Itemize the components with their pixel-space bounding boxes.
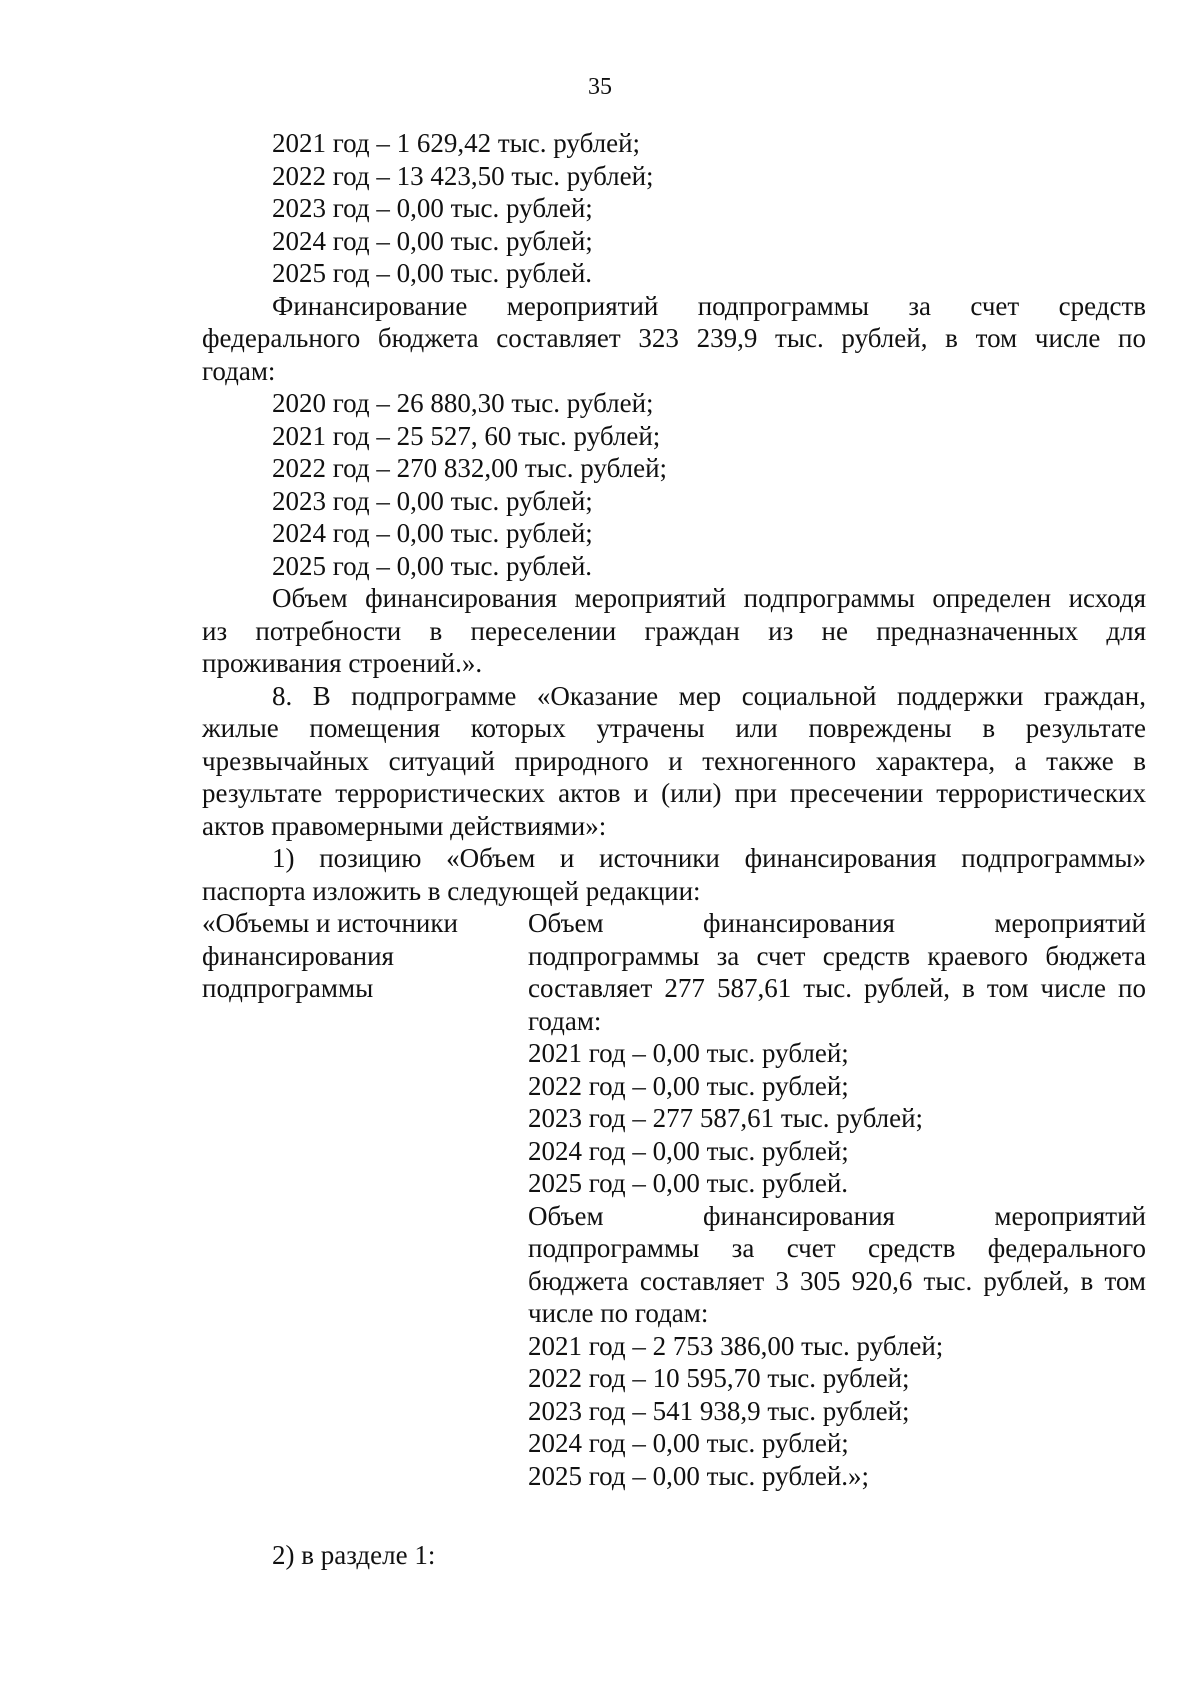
year-line: 2025 год – 0,00 тыс. рублей.»; [528, 1460, 870, 1491]
paragraph-line: из потребности в переселении граждан из не предназначенных для [202, 615, 1146, 646]
item-8-paragraph [202, 680, 1146, 843]
year-line: 2022 год – 270 832,00 тыс. рублей; [272, 453, 668, 483]
passport-label-column [202, 907, 482, 1005]
passport-table [202, 907, 1146, 1491]
year-line: 2020 год – 26 880,30 тыс. рублей; [272, 388, 654, 418]
paragraph-line: результате террористических актов и (или) при пресечении террористических [202, 778, 1146, 808]
page-number: 35 [588, 74, 612, 100]
federal-years-list [202, 387, 1146, 582]
paragraph-line: чрезвычайных ситуаций природного и техногенного характера, а также в [202, 745, 1146, 776]
paragraph-line: Объем финансирования мероприятий [528, 908, 1146, 938]
paragraph-line: федерального бюджета составляет 323 239,9 тыс. рублей, в том числе по [202, 323, 1146, 353]
year-line: 2024 год – 0,00 тыс. рублей; [528, 1135, 849, 1166]
spacer [202, 1487, 1146, 1539]
paragraph-line: 8. В подпрограмме «Оказание мер социальной поддержки граждан, [272, 680, 1146, 711]
paragraph-line: Объем финансирования мероприятий [528, 1200, 1146, 1231]
paragraph-line: Финансирование мероприятий подпрограммы за счет средств [272, 290, 1146, 321]
paragraph-line: составляет 277 587,61 тыс. рублей, в том числе по [528, 973, 1146, 1003]
year-line: 2023 год – 0,00 тыс. рублей; [272, 485, 593, 516]
year-line: 2024 год – 0,00 тыс. рублей; [272, 225, 593, 256]
subitem-1-paragraph [202, 842, 1146, 907]
year-line: 2025 год – 0,00 тыс. рублей. [272, 258, 593, 288]
year-line: 2023 год – 0,00 тыс. рублей; [272, 193, 593, 223]
year-line: 2023 год – 277 587,61 тыс. рублей; [528, 1103, 924, 1133]
year-line: 2021 год – 0,00 тыс. рублей; [528, 1038, 849, 1068]
year-line: 2021 год – 25 527, 60 тыс. рублей; [272, 420, 661, 451]
year-line: 2021 год – 1 629,42 тыс. рублей; [272, 128, 641, 158]
passport-label-line: подпрограммы [202, 973, 374, 1003]
year-line: 2024 год – 0,00 тыс. рублей; [272, 518, 593, 548]
document-body [202, 127, 1146, 1572]
paragraph-line: годам: [202, 355, 276, 386]
passport-value-column [528, 907, 1146, 1492]
paragraph-line: жилые помещения которых утрачены или повреждены в результате [202, 713, 1146, 743]
year-line: 2024 год – 0,00 тыс. рублей; [528, 1428, 849, 1458]
paragraph-line: бюджета составляет 3 305 920,6 тыс. рублей, в том [528, 1265, 1146, 1296]
paragraph-line: проживания строений.». [202, 648, 483, 678]
paragraph-line: Объем финансирования мероприятий подпрограммы определен исходя [272, 583, 1146, 613]
paragraph-line: актов правомерными действиями»: [202, 810, 607, 841]
volume-paragraph [202, 582, 1146, 680]
paragraph-line: паспорта изложить в следующей редакции: [202, 875, 701, 906]
passport-label-line: финансирования [202, 940, 394, 971]
year-line: 2025 год – 0,00 тыс. рублей. [528, 1168, 849, 1198]
subitem-2-line: 2) в разделе 1: [272, 1540, 436, 1570]
paragraph-line: подпрограммы за счет средств краевого бюджета [528, 940, 1146, 971]
paragraph-line: числе по годам: [528, 1298, 709, 1328]
passport-label-line: «Объемы и источники [202, 908, 458, 938]
federal-funding-paragraph [202, 290, 1146, 388]
year-line: 2022 год – 10 595,70 тыс. рублей; [528, 1363, 910, 1393]
paragraph-line: подпрограммы за счет средств федерального [528, 1233, 1146, 1263]
year-line: 2022 год – 13 423,50 тыс. рублей; [272, 160, 654, 191]
year-line: 2022 год – 0,00 тыс. рублей; [528, 1070, 849, 1101]
paragraph-line: годам: [528, 1005, 602, 1036]
year-line: 2021 год – 2 753 386,00 тыс. рублей; [528, 1330, 944, 1361]
regional-years-list-top [202, 127, 1146, 290]
year-line: 2023 год – 541 938,9 тыс. рублей; [528, 1395, 910, 1426]
paragraph-line: 1) позицию «Объем и источники финансирования подпрограммы» [272, 843, 1146, 873]
year-line: 2025 год – 0,00 тыс. рублей. [272, 550, 593, 581]
